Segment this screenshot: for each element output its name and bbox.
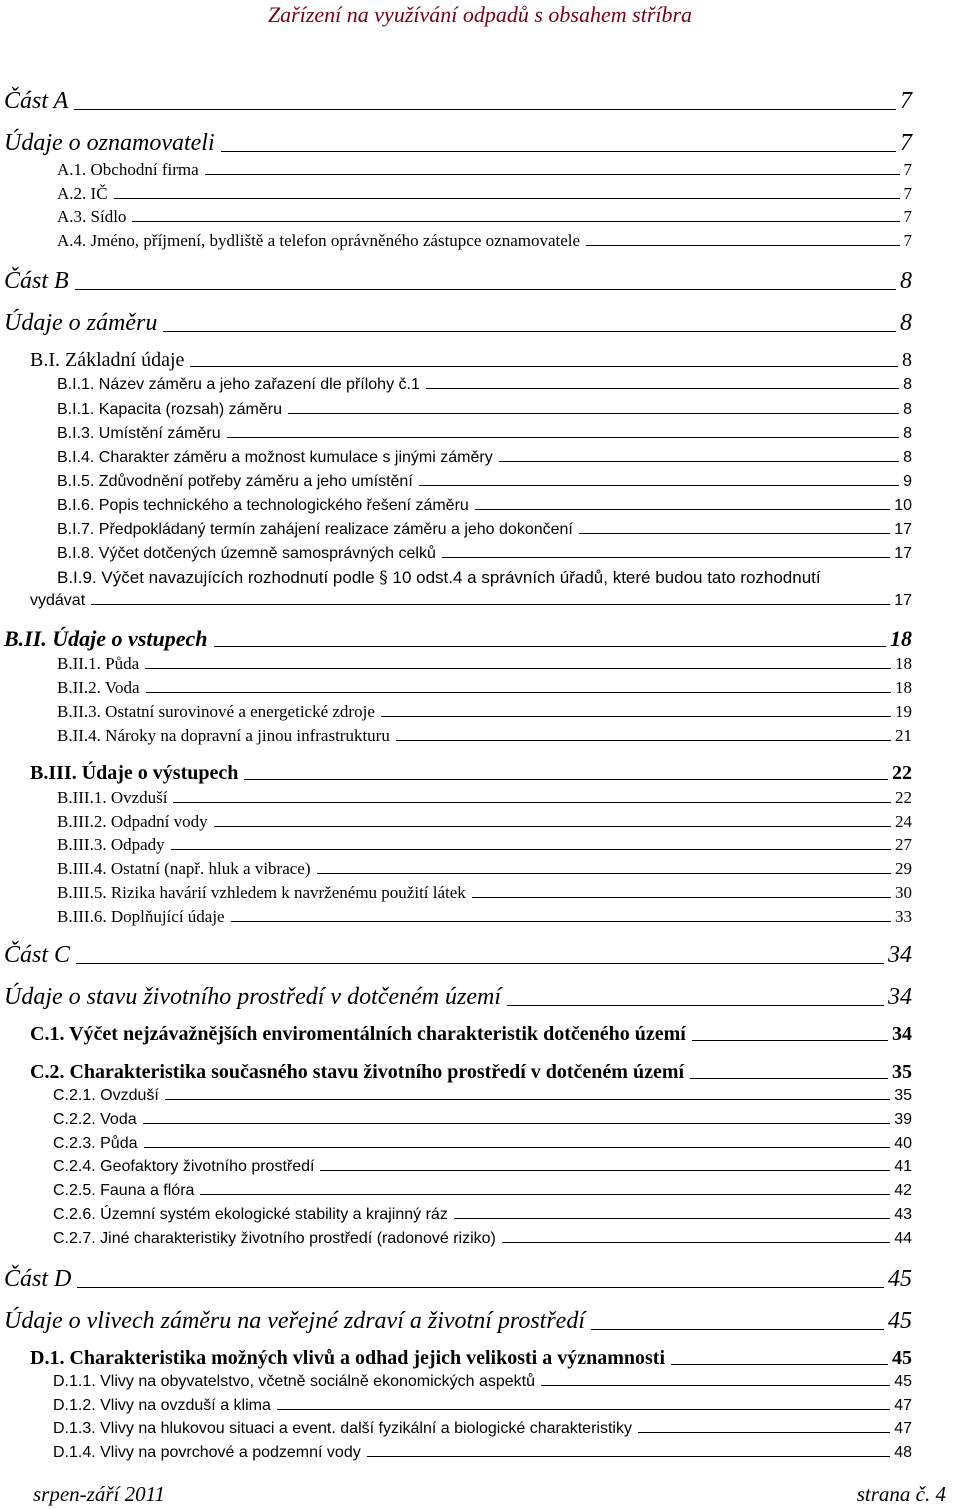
toc-entry-page: 34 — [888, 942, 912, 968]
toc-entry-page: 7 — [903, 207, 912, 226]
toc-entry[interactable] — [57, 376, 912, 394]
toc-entry-label: B.I.1. Kapacita (rozsah) záměru — [57, 401, 282, 418]
toc-entry[interactable] — [57, 835, 912, 855]
toc-entry-label: Údaje o oznamovateli — [4, 130, 215, 156]
toc-entry-label: C.2.2. Voda — [53, 1111, 137, 1128]
toc-entry-label: Údaje o stavu životního prostředí v dotčeném území — [4, 984, 502, 1010]
toc-entry-page: 45 — [894, 1373, 912, 1390]
toc-entry[interactable] — [57, 812, 912, 832]
toc-entry[interactable] — [30, 1347, 912, 1370]
footer-date: srpen-září 2011 — [33, 1482, 166, 1506]
toc-entry-label: Část A — [4, 88, 69, 114]
toc-entry-page: 42 — [894, 1182, 912, 1199]
section-icon: § — [379, 568, 388, 588]
toc-entry-label: D.1.4. Vlivy na povrchové a podzemní vody — [53, 1444, 361, 1461]
toc-entry[interactable] — [53, 1444, 912, 1462]
toc-entry-page: 34 — [892, 1023, 912, 1045]
toc-entry[interactable] — [30, 349, 912, 372]
toc-entry[interactable] — [57, 545, 912, 563]
toc-entry[interactable] — [57, 497, 912, 515]
toc-entry[interactable] — [53, 1111, 912, 1129]
toc-entry[interactable] — [57, 184, 912, 204]
toc-entry-label: C.2.1. Ovzduší — [53, 1087, 159, 1104]
toc-entry-page: 8 — [903, 401, 912, 418]
toc-entry-label: B.I. Základní údaje — [30, 349, 185, 371]
toc-entry[interactable] — [4, 88, 912, 115]
toc-entry[interactable] — [4, 310, 912, 337]
toc-entry-page: 21 — [895, 726, 912, 745]
toc-entry-label: B.I.6. Popis technického a technologického řešení záměru — [57, 497, 469, 514]
toc-entry-page: 8 — [902, 349, 912, 371]
toc-entry-page: 44 — [894, 1230, 912, 1247]
toc-entry-label: Část C — [4, 942, 71, 968]
toc-entry-label: B.I.7. Předpokládaný termín zahájení realizace záměru a jeho dokončení — [57, 521, 573, 538]
toc-entry-page: 18 — [895, 678, 912, 697]
toc-entry-label: B.III.2. Odpadní vody — [57, 812, 208, 831]
toc-entry[interactable] — [57, 654, 912, 674]
toc-entry-page: 40 — [894, 1135, 912, 1152]
toc-entry[interactable] — [30, 592, 912, 610]
toc-entry-page: 17 — [894, 545, 912, 562]
toc-entry-multiline[interactable] — [57, 568, 821, 588]
footer-page-number: strana č. 4 — [856, 1482, 946, 1506]
toc-entry[interactable] — [57, 702, 912, 722]
toc-entry-label: B.I.8. Výčet dotčených územně samosprávných celků — [57, 545, 436, 562]
toc-entry[interactable] — [57, 859, 912, 879]
toc-entry-label: Část D — [4, 1266, 72, 1292]
toc-entry[interactable] — [57, 425, 912, 443]
toc-entry-page: 17 — [894, 592, 912, 609]
toc-entry-page: 43 — [894, 1206, 912, 1223]
toc-entry[interactable] — [57, 678, 912, 698]
toc-entry-page: 17 — [894, 521, 912, 538]
toc-entry[interactable] — [57, 207, 912, 227]
toc-entry[interactable] — [57, 907, 912, 927]
toc-entry-page: 47 — [894, 1420, 912, 1437]
toc-entry-label: B.III.4. Ostatní (např. hluk a vibrace) — [57, 859, 311, 878]
toc-entry[interactable] — [53, 1182, 912, 1200]
toc-entry-page: 35 — [892, 1061, 912, 1083]
toc-entry[interactable] — [53, 1135, 912, 1153]
toc-entry-label: C.2.4. Geofaktory životního prostředí — [53, 1158, 315, 1175]
toc-entry-label: Část B — [4, 268, 69, 294]
toc-entry[interactable] — [57, 473, 912, 491]
toc-entry-page: 35 — [894, 1087, 912, 1104]
toc-entry[interactable] — [57, 449, 912, 467]
toc-entry-page: 7 — [903, 184, 912, 203]
toc-entry-page: 27 — [895, 835, 912, 854]
toc-entry-label: C.2.5. Fauna a flóra — [53, 1182, 195, 1199]
toc-entry[interactable] — [53, 1420, 912, 1438]
toc-entry-label: B.I.5. Zdůvodnění potřeby záměru a jeho umístění — [57, 473, 413, 490]
toc-entry[interactable] — [4, 268, 912, 295]
toc-entry-page: 39 — [894, 1111, 912, 1128]
toc-entry[interactable] — [57, 160, 912, 180]
toc-entry[interactable] — [53, 1373, 912, 1391]
toc-entry-page: 7 — [900, 130, 912, 156]
toc-entry-page: 7 — [903, 160, 912, 179]
toc-entry[interactable] — [57, 401, 912, 419]
toc-entry-label: B.I.4. Charakter záměru a možnost kumulace s jinými záměry — [57, 449, 493, 466]
toc-entry-page: 8 — [900, 310, 912, 336]
toc-entry[interactable] — [30, 1061, 912, 1084]
toc-entry[interactable] — [57, 231, 912, 251]
page-footer — [33, 1482, 946, 1507]
toc-entry[interactable] — [4, 984, 912, 1011]
toc-entry-label: Údaje o záměru — [4, 310, 158, 336]
toc-entry-label: C.2. Charakteristika současného stavu životního prostředí v dotčeném území — [30, 1061, 685, 1083]
toc-entry-label: D.1.3. Vlivy na hlukovou situaci a event. další fyzikální a biologické charakteristiky — [53, 1420, 632, 1437]
toc-entry-page: 7 — [903, 231, 912, 250]
toc-entry[interactable] — [57, 521, 912, 539]
toc-entry-label: D.1.2. Vlivy na ovzduší a klima — [53, 1397, 271, 1414]
toc-entry[interactable] — [4, 942, 912, 969]
toc-entry-label: B.II. Údaje o vstupech — [4, 626, 208, 651]
toc-entry-page: 9 — [903, 473, 912, 490]
toc-entry-page: 45 — [888, 1308, 912, 1334]
toc-entry-page: 47 — [894, 1397, 912, 1414]
toc-entry-label: B.I.1. Název záměru a jeho zařazení dle přílohy č.1 — [57, 376, 420, 393]
toc-entry-label: Údaje o vlivech záměru na veřejné zdraví a životní prostředí — [4, 1308, 585, 1334]
toc-entry-label: A.4. Jméno, příjmení, bydliště a telefon oprávněného zástupce oznamovatele — [57, 231, 581, 250]
toc-entry-page: 24 — [895, 812, 912, 831]
toc-entry-page: 8 — [903, 376, 912, 393]
document-header-title: Zařízení na využívání odpadů s obsahem stříbra — [267, 2, 693, 27]
toc-entry-label: C.2.6. Územní systém ekologické stability a krajinný ráz — [53, 1206, 448, 1223]
toc-entry[interactable] — [30, 1023, 912, 1046]
toc-entry-label: B.II.4. Nároky na dopravní a jinou infrastrukturu — [57, 726, 390, 745]
toc-entry-label: D.1. Charakteristika možných vlivů a odhad jejich velikosti a významnosti — [30, 1347, 666, 1369]
toc-entry-page: 45 — [888, 1266, 912, 1292]
toc-entry-page: 8 — [903, 425, 912, 442]
toc-entry-label: B.III.3. Odpady — [57, 835, 165, 854]
toc-entry[interactable] — [57, 788, 912, 808]
toc-entry-label: C.1. Výčet nejzávažnějších enviromentálních charakteristik dotčeného území — [30, 1023, 686, 1045]
toc-entry-label: B.III.1. Ovzduší — [57, 788, 168, 807]
toc-entry-page: 8 — [903, 449, 912, 466]
toc-entry[interactable] — [4, 626, 912, 652]
toc-entry-label-continued: 10 odst.4 a správních úřadů, které budou tato rozhodnutí — [392, 568, 821, 587]
toc-entry-label: B.I.3. Umístění záměru — [57, 425, 221, 442]
toc-entry-label: vydávat — [30, 592, 86, 609]
toc-entry-page: 29 — [895, 859, 912, 878]
toc-entry-page: 48 — [894, 1444, 912, 1461]
toc-entry-page: 22 — [892, 762, 912, 784]
toc-entry-page: 7 — [900, 88, 912, 114]
toc-entry-page: 33 — [895, 907, 912, 926]
toc-entry[interactable] — [30, 762, 912, 785]
toc-entry[interactable] — [4, 1308, 912, 1335]
toc-entry-label: C.2.7. Jiné charakteristiky životního prostředí (radonové riziko) — [53, 1230, 496, 1247]
toc-entry-label: A.3. Sídlo — [57, 207, 127, 226]
toc-entry[interactable] — [53, 1158, 912, 1176]
toc-entry-label: A.2. IČ — [57, 184, 108, 203]
toc-entry-label: B.III. Údaje o výstupech — [30, 762, 239, 784]
toc-entry[interactable] — [57, 726, 912, 746]
toc-entry[interactable] — [4, 1266, 912, 1293]
toc-entry-page: 10 — [894, 497, 912, 514]
toc-entry-page: 18 — [890, 626, 912, 651]
toc-entry[interactable] — [53, 1087, 912, 1105]
toc-entry[interactable] — [53, 1397, 912, 1415]
toc-entry[interactable] — [53, 1206, 912, 1224]
toc-entry[interactable] — [4, 130, 912, 157]
toc-entry[interactable] — [53, 1230, 912, 1248]
toc-entry-label: A.1. Obchodní firma — [57, 160, 199, 179]
toc-entry-page: 8 — [900, 268, 912, 294]
toc-entry-label: C.2.3. Půda — [53, 1135, 138, 1152]
toc-entry[interactable] — [57, 883, 912, 903]
toc-entry-label: B.I.9. Výčet navazujících rozhodnutí podle — [57, 568, 375, 587]
toc-entry-page: 41 — [894, 1158, 912, 1175]
toc-entry-page: 30 — [895, 883, 912, 902]
toc-entry-label: B.II.1. Půda — [57, 654, 140, 673]
toc-entry-page: 18 — [895, 654, 912, 673]
toc-entry-label: B.III.5. Rizika havárií vzhledem k navrženému použití látek — [57, 883, 466, 902]
toc-entry-page: 34 — [888, 984, 912, 1010]
toc-entry-page: 22 — [895, 788, 912, 807]
toc-entry-label: B.III.6. Doplňující údaje — [57, 907, 225, 926]
toc-entry-label: D.1.1. Vlivy na obyvatelstvo, včetně sociálně ekonomických aspektů — [53, 1373, 536, 1390]
toc-entry-label: B.II.2. Voda — [57, 678, 140, 697]
toc-entry-page: 19 — [895, 702, 912, 721]
toc-entry-label: B.II.3. Ostatní surovinové a energetické zdroje — [57, 702, 375, 721]
toc-entry-page: 45 — [892, 1347, 912, 1369]
